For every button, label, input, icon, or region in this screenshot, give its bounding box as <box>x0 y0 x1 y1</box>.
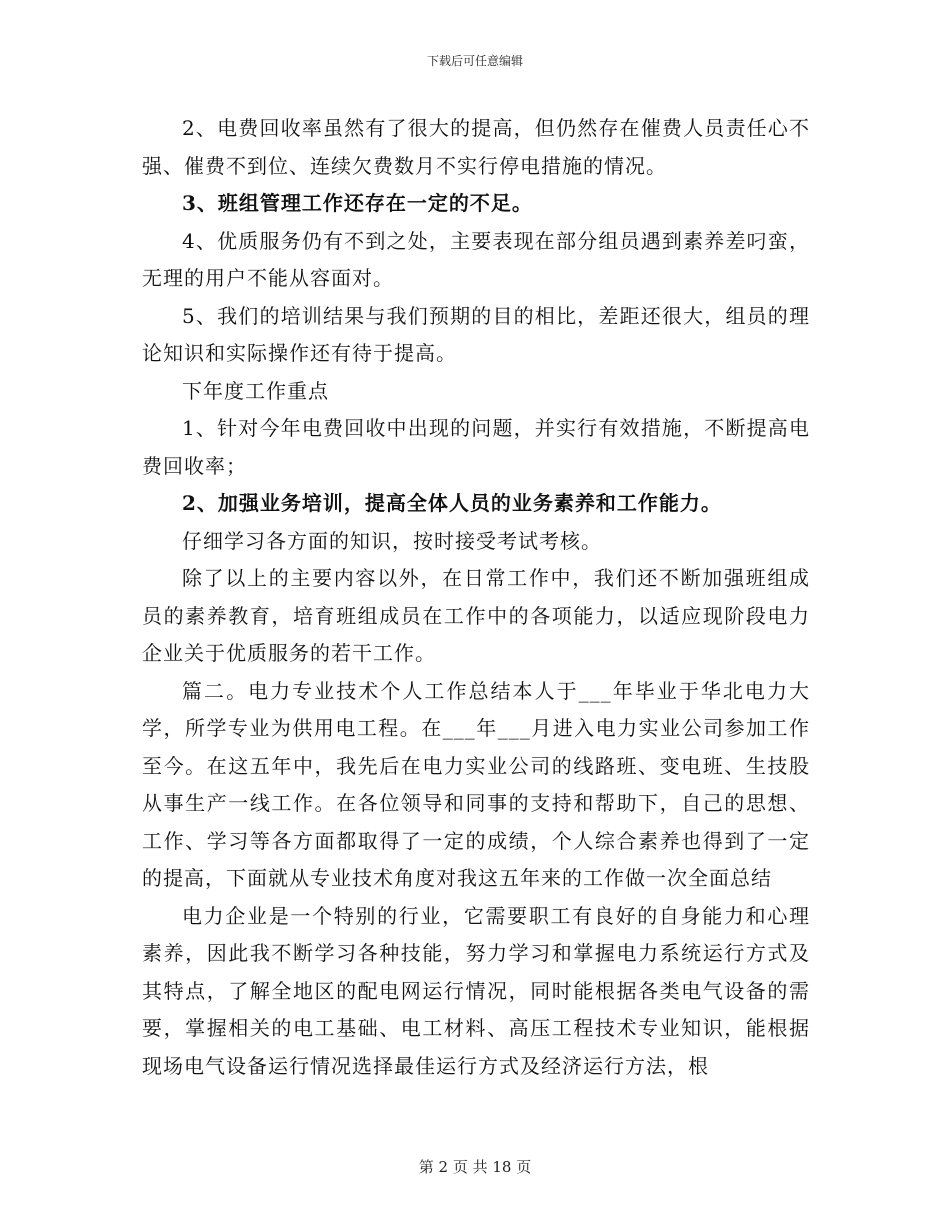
page-header: 下载后可任意编辑 <box>426 54 523 68</box>
section-heading: 下年度工作重点 <box>182 378 329 403</box>
paragraph-3: 4、优质服务仍有不到之处，主要表现在部分组员遇到素养差叼蛮，无理的用户不能从容面对。 <box>142 228 810 290</box>
paragraph-1: 2、电费回收率虽然有了很大的提高，但仍然存在催费人员责任心不强、催费不到位、连续欠费数月不实行停电措施的情况。 <box>142 116 810 178</box>
document-body <box>142 110 810 1085</box>
paragraph-8: 仔细学习各方面的知识，按时接受考试考核。 <box>182 528 602 553</box>
paragraph-6: 1、针对今年电费回收中出现的问题，并实行有效措施，不断提高电费回收率； <box>142 416 810 478</box>
paragraph-10: 篇二。电力专业技术个人工作总结本人于___年毕业于华北电力大学，所学专业为供用电工程。在___年___月进入电力实业公司参加工作至今。在这五年中，我先后在电力实业公司的线路班、变电班、生技股从事生产一线工作。在各位领导和同事的支持和帮助下，自己的思想、工作、学习等各方面都取得了一定的成绩，个人综合素养也得到了一定的提高，下面就从专业技术角度对我这五年来的工作做一次全面总结 <box>142 678 810 890</box>
paragraph-9: 除了以上的主要内容以外，在日常工作中，我们还不断加强班组成员的素养教育，培育班组成员在工作中的各项能力，以适应现阶段电力企业关于优质服务的若干工作。 <box>142 566 810 665</box>
paragraph-7-bold: 2、加强业务培训，提高全体人员的业务素养和工作能力。 <box>182 491 722 515</box>
paragraph-4: 5、我们的培训结果与我们预期的目的相比，差距还很大，组员的理论知识和实际操作还有待于提高。 <box>142 303 810 365</box>
page-footer: 第 2 页 共 18 页 <box>418 1158 532 1176</box>
paragraph-11: 电力企业是一个特别的行业，它需要职工有良好的自身能力和心理素养，因此我不断学习各种技能，努力学习和掌握电力系统运行方式及其特点，了解全地区的配电网运行情况，同时能根据各类电气设备的需要，掌握相关的电工基础、电工材料、高压工程技术专业知识，能根据现场电气设备运行情况选择最佳运行方式及经济运行方法，根 <box>142 903 810 1078</box>
paragraph-2-bold: 3、班组管理工作还存在一定的不足。 <box>182 191 533 215</box>
